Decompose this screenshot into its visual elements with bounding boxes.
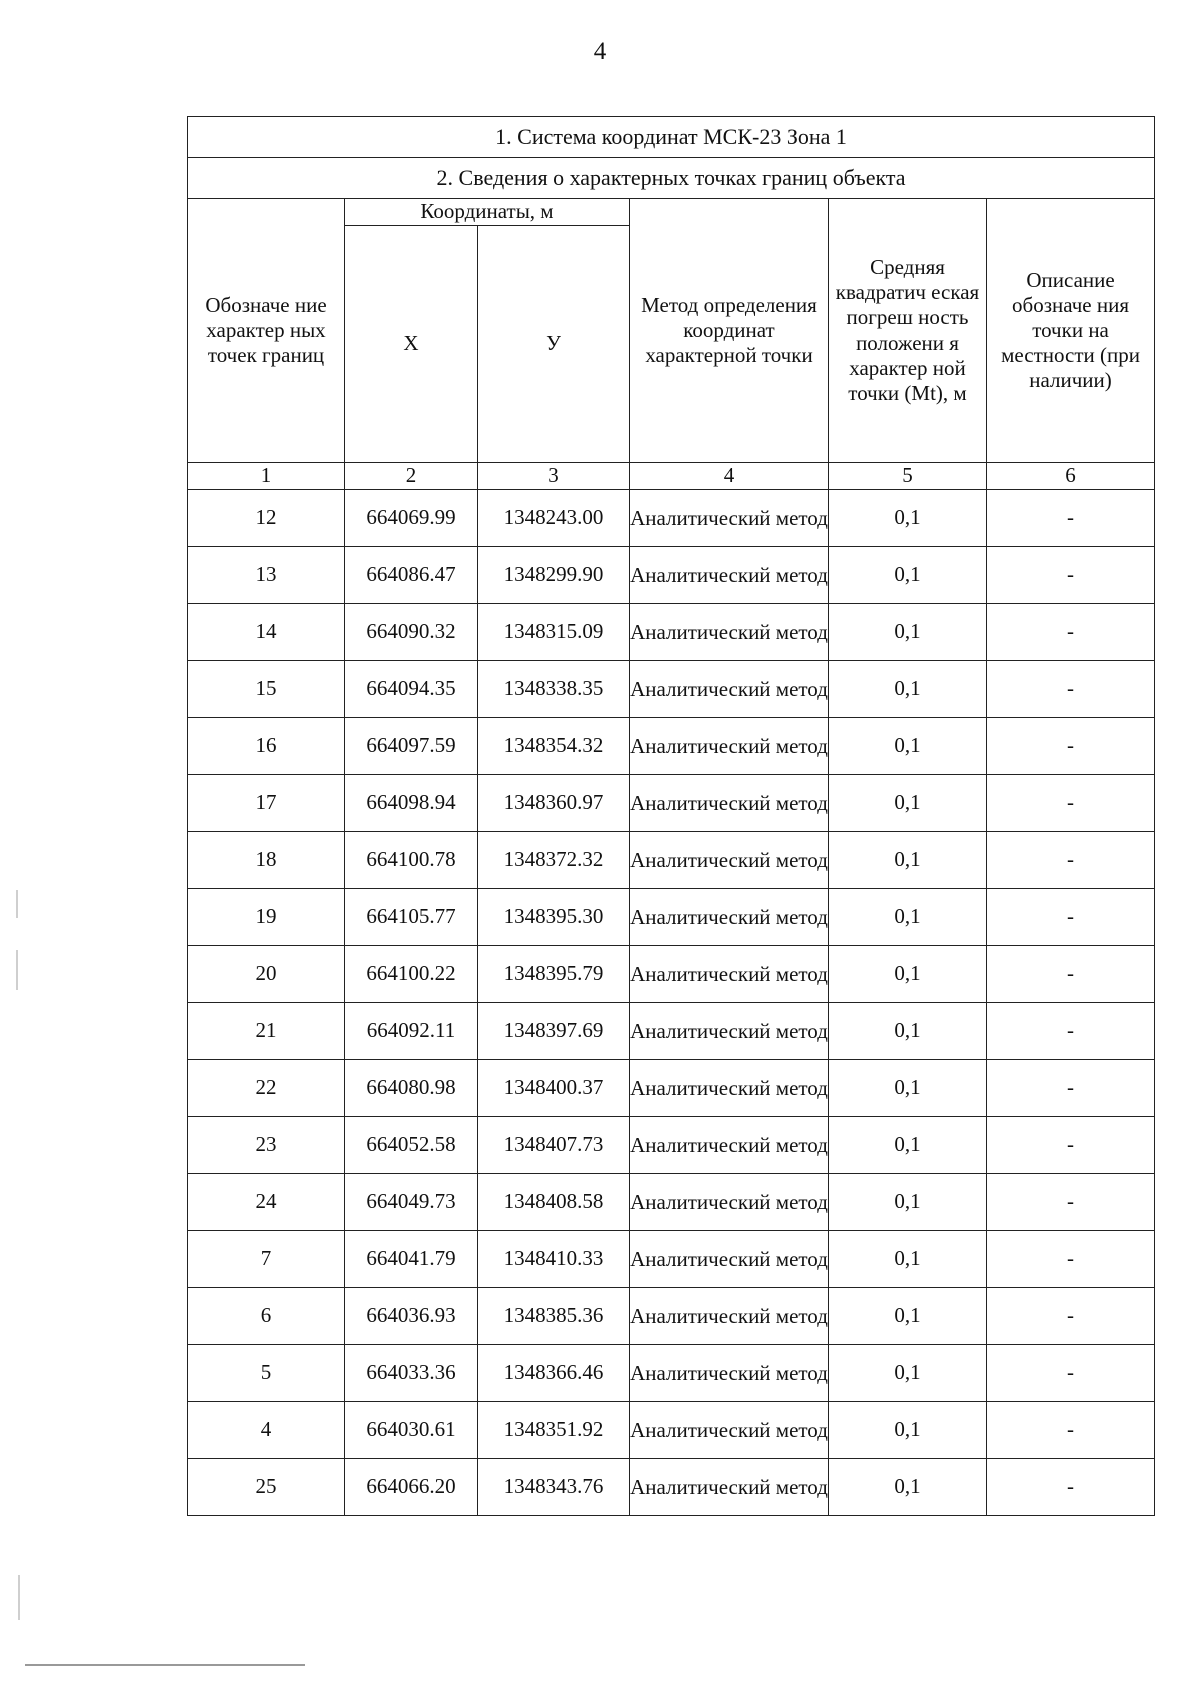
description-cell: - — [987, 889, 1155, 946]
point-cell: 20 — [188, 946, 345, 1003]
table-row — [188, 718, 1155, 775]
error-cell: 0,1 — [829, 547, 987, 604]
error-cell: 0,1 — [829, 1117, 987, 1174]
point-cell: 25 — [188, 1459, 345, 1516]
error-cell: 0,1 — [829, 1174, 987, 1231]
table-row — [188, 1402, 1155, 1459]
point-cell: 7 — [188, 1231, 345, 1288]
scan-artifact-line — [25, 1664, 305, 1666]
error-cell: 0,1 — [829, 775, 987, 832]
description-cell: - — [987, 1459, 1155, 1516]
table-row — [188, 832, 1155, 889]
method-text: Аналитический метод — [630, 790, 828, 815]
method-cell — [630, 946, 829, 1003]
table-row — [188, 1117, 1155, 1174]
method-text: Аналитический метод — [630, 1474, 828, 1499]
y-coordinate-cell: 1348354.32 — [478, 718, 630, 775]
header-x: Х — [345, 226, 478, 463]
column-number: 5 — [829, 463, 987, 490]
point-cell: 17 — [188, 775, 345, 832]
point-cell: 19 — [188, 889, 345, 946]
table-row — [188, 490, 1155, 547]
x-coordinate-cell: 664036.93 — [345, 1288, 478, 1345]
column-number: 2 — [345, 463, 478, 490]
x-coordinate-cell: 664100.22 — [345, 946, 478, 1003]
header-description: Описание обозначе ния точки на местности (при наличии) — [987, 199, 1155, 463]
error-cell: 0,1 — [829, 718, 987, 775]
method-cell — [630, 547, 829, 604]
table-row — [188, 1060, 1155, 1117]
method-text: Аналитический метод — [630, 1075, 828, 1100]
x-coordinate-cell: 664049.73 — [345, 1174, 478, 1231]
table-row — [188, 547, 1155, 604]
method-text: Аналитический метод — [630, 847, 828, 872]
y-coordinate-cell: 1348366.46 — [478, 1345, 630, 1402]
method-cell — [630, 1060, 829, 1117]
y-coordinate-cell: 1348397.69 — [478, 1003, 630, 1060]
method-text: Аналитический метод — [630, 562, 828, 587]
method-cell — [630, 1402, 829, 1459]
x-coordinate-cell: 664033.36 — [345, 1345, 478, 1402]
description-cell: - — [987, 718, 1155, 775]
error-cell: 0,1 — [829, 1003, 987, 1060]
x-coordinate-cell: 664030.61 — [345, 1402, 478, 1459]
column-number: 6 — [987, 463, 1155, 490]
description-cell: - — [987, 604, 1155, 661]
description-cell: - — [987, 547, 1155, 604]
table-row — [188, 889, 1155, 946]
method-text: Аналитический метод — [630, 1018, 828, 1043]
y-coordinate-cell: 1348299.90 — [478, 547, 630, 604]
error-cell: 0,1 — [829, 1459, 987, 1516]
header-error: Средняя квадратич еская погреш ность положени я характер ной точки (Mt), м — [829, 199, 987, 463]
error-cell: 0,1 — [829, 1231, 987, 1288]
scan-artifact-line — [16, 890, 18, 918]
method-text: Аналитический метод — [630, 961, 828, 986]
error-cell: 0,1 — [829, 889, 987, 946]
section-title: 2. Сведения о характерных точках границ объекта — [188, 158, 1155, 199]
table-row — [188, 604, 1155, 661]
x-coordinate-cell: 664086.47 — [345, 547, 478, 604]
table-row — [188, 946, 1155, 1003]
description-cell: - — [987, 832, 1155, 889]
method-cell — [630, 1345, 829, 1402]
point-cell: 24 — [188, 1174, 345, 1231]
header-y: У — [478, 226, 630, 463]
point-cell: 6 — [188, 1288, 345, 1345]
method-text: Аналитический метод — [630, 1132, 828, 1157]
x-coordinate-cell: 664100.78 — [345, 832, 478, 889]
scan-artifact-line — [18, 1575, 20, 1620]
method-cell — [630, 1459, 829, 1516]
description-cell: - — [987, 1060, 1155, 1117]
x-coordinate-cell: 664092.11 — [345, 1003, 478, 1060]
description-cell: - — [987, 775, 1155, 832]
method-text: Аналитический метод — [630, 1246, 828, 1271]
table-row — [188, 1345, 1155, 1402]
method-text: Аналитический метод — [630, 505, 828, 530]
error-cell: 0,1 — [829, 1288, 987, 1345]
x-coordinate-cell: 664066.20 — [345, 1459, 478, 1516]
method-cell — [630, 775, 829, 832]
error-cell: 0,1 — [829, 490, 987, 547]
table-row — [188, 1459, 1155, 1516]
x-coordinate-cell: 664080.98 — [345, 1060, 478, 1117]
table-row — [188, 1288, 1155, 1345]
x-coordinate-cell: 664052.58 — [345, 1117, 478, 1174]
method-cell — [630, 1003, 829, 1060]
point-cell: 12 — [188, 490, 345, 547]
y-coordinate-cell: 1348343.76 — [478, 1459, 630, 1516]
error-cell: 0,1 — [829, 661, 987, 718]
error-cell: 0,1 — [829, 604, 987, 661]
description-cell: - — [987, 661, 1155, 718]
x-coordinate-cell: 664069.99 — [345, 490, 478, 547]
point-cell: 22 — [188, 1060, 345, 1117]
scan-artifact-line — [16, 950, 18, 990]
boundary-points-table — [187, 116, 1155, 1516]
method-text: Аналитический метод — [630, 1189, 828, 1214]
method-text: Аналитический метод — [630, 904, 828, 929]
table-row — [188, 775, 1155, 832]
description-cell: - — [987, 946, 1155, 1003]
method-cell — [630, 718, 829, 775]
method-text: Аналитический метод — [630, 1417, 828, 1442]
description-cell: - — [987, 1231, 1155, 1288]
point-cell: 4 — [188, 1402, 345, 1459]
y-coordinate-cell: 1348395.30 — [478, 889, 630, 946]
method-text: Аналитический метод — [630, 1360, 828, 1385]
y-coordinate-cell: 1348407.73 — [478, 1117, 630, 1174]
y-coordinate-cell: 1348360.97 — [478, 775, 630, 832]
point-cell: 5 — [188, 1345, 345, 1402]
y-coordinate-cell: 1348385.36 — [478, 1288, 630, 1345]
y-coordinate-cell: 1348408.58 — [478, 1174, 630, 1231]
method-cell — [630, 604, 829, 661]
method-cell — [630, 1174, 829, 1231]
point-cell: 18 — [188, 832, 345, 889]
point-cell: 16 — [188, 718, 345, 775]
y-coordinate-cell: 1348395.79 — [478, 946, 630, 1003]
method-cell — [630, 1288, 829, 1345]
point-cell: 23 — [188, 1117, 345, 1174]
x-coordinate-cell: 664094.35 — [345, 661, 478, 718]
column-number: 1 — [188, 463, 345, 490]
method-cell — [630, 832, 829, 889]
method-cell — [630, 1117, 829, 1174]
method-cell — [630, 490, 829, 547]
point-cell: 13 — [188, 547, 345, 604]
method-text: Аналитический метод — [630, 619, 828, 644]
table-row — [188, 1231, 1155, 1288]
error-cell: 0,1 — [829, 832, 987, 889]
header-designation: Обозначе ние характер ных точек границ — [188, 199, 345, 463]
y-coordinate-cell: 1348410.33 — [478, 1231, 630, 1288]
method-text: Аналитический метод — [630, 733, 828, 758]
error-cell: 0,1 — [829, 1060, 987, 1117]
description-cell: - — [987, 1288, 1155, 1345]
y-coordinate-cell: 1348400.37 — [478, 1060, 630, 1117]
error-cell: 0,1 — [829, 946, 987, 1003]
method-cell — [630, 661, 829, 718]
y-coordinate-cell: 1348351.92 — [478, 1402, 630, 1459]
x-coordinate-cell: 664097.59 — [345, 718, 478, 775]
description-cell: - — [987, 1174, 1155, 1231]
column-number: 3 — [478, 463, 630, 490]
x-coordinate-cell: 664098.94 — [345, 775, 478, 832]
error-cell: 0,1 — [829, 1345, 987, 1402]
description-cell: - — [987, 1345, 1155, 1402]
x-coordinate-cell: 664090.32 — [345, 604, 478, 661]
y-coordinate-cell: 1348372.32 — [478, 832, 630, 889]
method-text: Аналитический метод — [630, 676, 828, 701]
header-coordinates: Координаты, м — [345, 199, 630, 226]
point-cell: 21 — [188, 1003, 345, 1060]
point-cell: 15 — [188, 661, 345, 718]
column-number: 4 — [630, 463, 829, 490]
description-cell: - — [987, 490, 1155, 547]
page-number: 4 — [593, 38, 607, 65]
table-row — [188, 1003, 1155, 1060]
method-cell — [630, 1231, 829, 1288]
point-cell: 14 — [188, 604, 345, 661]
method-cell — [630, 889, 829, 946]
coordinate-system-title: 1. Система координат МСК-23 Зона 1 — [188, 117, 1155, 158]
header-method: Метод определения координат характерной точки — [630, 199, 829, 463]
description-cell: - — [987, 1003, 1155, 1060]
y-coordinate-cell: 1348243.00 — [478, 490, 630, 547]
method-text: Аналитический метод — [630, 1303, 828, 1328]
table-row — [188, 1174, 1155, 1231]
x-coordinate-cell: 664105.77 — [345, 889, 478, 946]
x-coordinate-cell: 664041.79 — [345, 1231, 478, 1288]
description-cell: - — [987, 1402, 1155, 1459]
table-row — [188, 661, 1155, 718]
y-coordinate-cell: 1348315.09 — [478, 604, 630, 661]
error-cell: 0,1 — [829, 1402, 987, 1459]
y-coordinate-cell: 1348338.35 — [478, 661, 630, 718]
description-cell: - — [987, 1117, 1155, 1174]
